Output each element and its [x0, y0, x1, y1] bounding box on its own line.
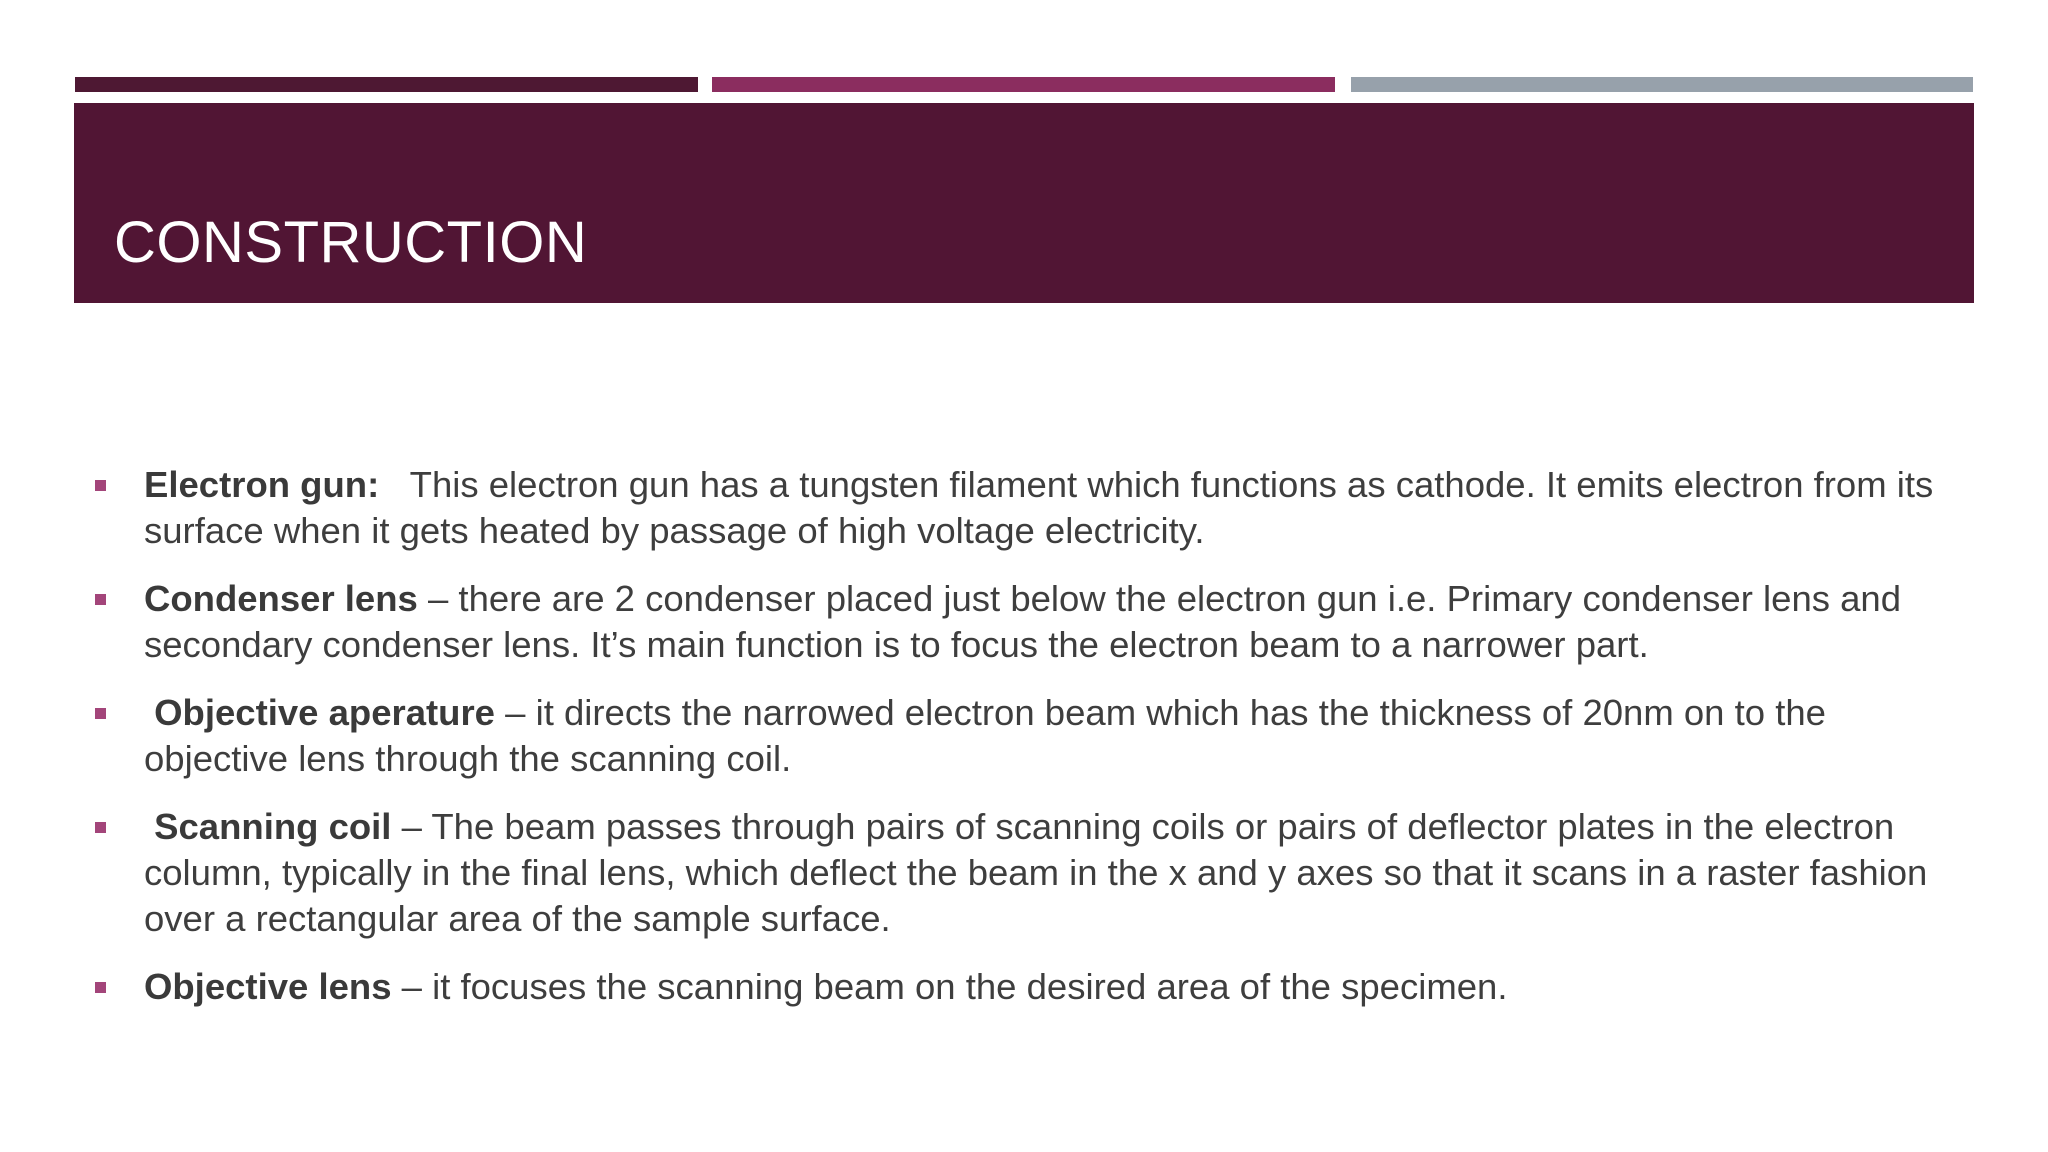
- title-banner: [74, 103, 1974, 303]
- square-bullet-icon: [95, 822, 106, 833]
- bullet-term: Electron gun:: [144, 464, 380, 505]
- bullet-text: This electron gun has a tungsten filament which functions as cathode. It emits electron from its surface when it gets heated by passage of high voltage electricity.: [144, 464, 1934, 551]
- bullet-item-electron-gun: [90, 462, 1960, 554]
- bullet-item-objective-aperature: [90, 690, 1960, 782]
- bullet-item-scanning-coil: [90, 804, 1960, 942]
- bullet-text: – there are 2 condenser placed just below the electron gun i.e. Primary condenser lens and secondary condenser lens. It’s main function is to focus the electron beam to a narrower part.: [144, 578, 1902, 665]
- square-bullet-icon: [95, 708, 106, 719]
- accent-bar-dark-plum: [75, 77, 698, 92]
- bullet-term: Objective lens: [144, 966, 392, 1007]
- bullet-item-condenser-lens: [90, 576, 1960, 668]
- bullet-term: Objective aperature: [154, 692, 495, 733]
- square-bullet-icon: [95, 480, 106, 491]
- square-bullet-icon: [95, 594, 106, 605]
- bullet-list: [90, 462, 1960, 1032]
- bullet-text: – it focuses the scanning beam on the desired area of the specimen.: [401, 966, 1508, 1007]
- accent-bar-gray: [1351, 77, 1973, 92]
- bullet-term: Condenser lens: [144, 578, 418, 619]
- bullet-term: Scanning coil: [154, 806, 392, 847]
- accent-bar-magenta: [712, 77, 1335, 92]
- bullet-text: – it directs the narrowed electron beam which has the thickness of 20nm on to the objective lens through the scanning coil.: [144, 692, 1826, 779]
- bullet-item-objective-lens: [90, 964, 1960, 1010]
- bullet-text: – The beam passes through pairs of scanning coils or pairs of deflector plates in the electron column, typically in the final lens, which deflect the beam in the x and y axes so that it scans in a raster fashion over a rectangular area of the sample surface.: [144, 806, 1928, 939]
- square-bullet-icon: [95, 982, 106, 993]
- slide-title: CONSTRUCTION: [114, 210, 588, 275]
